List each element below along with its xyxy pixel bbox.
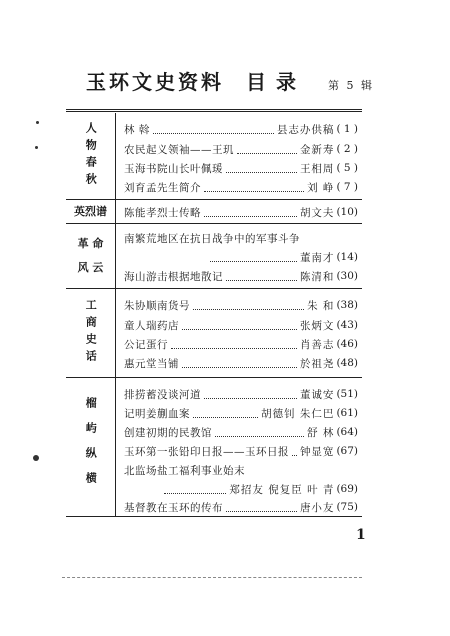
toc-entry[interactable] [124,228,358,248]
toc-entry[interactable] [124,422,358,442]
toc-entry[interactable] [124,139,358,159]
entry-title: 南繁荒地区在抗日战争中的军事斗争 [124,232,300,245]
toc-entry[interactable] [124,334,358,354]
entry-author: 刘 峥 [307,181,335,194]
entry-title: 童人瑞药店 [124,319,179,332]
entry-page: ( 5 ) [336,162,358,174]
dot-leader [193,301,304,310]
section-label-text: 英烈谱 [74,204,107,218]
toc-entry[interactable] [124,202,358,222]
entry-page: (51) [336,388,358,400]
entry-page: (75) [336,501,358,513]
scan-speck [33,455,39,461]
toc-entry[interactable] [124,441,358,461]
entry-title: 基督教在玉环的传布 [124,501,223,514]
scan-speck [36,121,39,124]
entry-title: 北监场盐工福利事业始末 [124,464,245,477]
entry-title: 刘育孟先生简介 [124,181,201,194]
bottom-dashed-line [62,577,362,578]
entry-author: 唐小友 [299,501,335,514]
toc-entry[interactable] [124,497,358,517]
page-title [0,66,450,96]
section-label [66,200,115,223]
toc-entry[interactable] [124,403,358,423]
toc-entry[interactable] [124,177,358,197]
entry-author: 张炳文 [299,319,335,332]
entry-author: 陈清和 [299,270,335,283]
entry-page: (48) [336,357,358,369]
section-martyrs [66,200,362,223]
section-label [66,378,115,516]
entry-author: 郑招友 倪复臣 叶 青 [229,483,335,496]
entry-title: 玉环第一张铅印日报——玉环日报 [124,445,289,458]
toc-entry[interactable] [124,119,358,139]
entry-page: (46) [336,338,358,350]
entry-title: 玉海书院山长叶佩瑗 [124,162,223,175]
entry-title: 惠元堂当铺 [124,357,179,370]
section-label-text: 人物春秋 [84,122,98,190]
contents-heading: 目录 [246,70,306,94]
entry-author: 朱 和 [307,299,335,312]
dot-leader [153,125,274,134]
dot-leader [226,503,297,512]
entry-title: 海山游击根据地散记 [124,270,223,283]
section-label-text: 榴屿纵横 [84,397,98,497]
entry-title: 农民起义领袖——王玑 [124,143,234,156]
entry-author: 董诚安 [299,388,335,401]
entry-author: 王相周 [299,162,335,175]
entry-author: 肖善志 [299,338,335,351]
dot-leader [292,447,297,456]
dot-leader [204,183,304,192]
toc-entry[interactable] [124,266,358,286]
toc-entry-continuation[interactable] [124,479,358,499]
section-biographies [66,113,362,199]
toc-entry[interactable] [124,353,358,373]
toc-entry[interactable] [124,460,358,480]
entry-title: 记明姜蒯血案 [124,407,190,420]
page-number: 1 [356,527,366,543]
entry-page: (64) [336,426,358,438]
toc-entry[interactable] [124,295,358,315]
entry-page: (38) [336,299,358,311]
dot-leader [210,253,297,262]
dot-leader [215,428,304,437]
entry-page: (61) [336,407,358,419]
entry-title: 创建初期的民教馆 [124,426,212,439]
collection-title: 玉环文史资料 [86,70,224,94]
entry-title: 陈能孝烈士传略 [124,206,201,219]
entry-page: (43) [336,319,358,331]
entry-page: (10) [336,206,358,218]
section-label-text: 革 命 [77,236,104,250]
top-rule [66,109,362,112]
entry-page: (14) [336,251,358,263]
entry-title: 公记蛋行 [124,338,168,351]
entry-title: 朱协顺南货号 [124,299,190,312]
entry-author: 县志办供稿 [276,123,335,136]
entry-author: 胡德钊 朱仁巴 [261,407,335,420]
entry-page: (30) [336,270,358,282]
entry-title: 林 斡 [124,123,150,136]
toc-entry[interactable] [124,315,358,335]
dot-leader [204,208,297,217]
entry-page: ( 1 ) [336,123,358,135]
section-label [66,113,115,199]
entry-author: 董南才 [299,251,335,264]
entry-author: 胡文夫 [299,206,335,219]
entry-page: ( 2 ) [336,143,358,155]
section-label-text: 工商史话 [84,299,98,367]
dot-leader [204,390,297,399]
section-commerce [66,289,362,377]
dot-leader [226,164,297,173]
toc-entry[interactable] [124,384,358,404]
entry-author: 金新寿 [299,143,335,156]
issue-number: 第 5 辑 [328,79,374,92]
dot-leader [193,409,258,418]
entry-author: 於祖尧 [299,357,335,370]
dot-leader [171,340,297,349]
entry-author: 舒 林 [307,426,335,439]
section-label [66,289,115,377]
dot-leader [226,272,297,281]
dot-leader [182,359,297,368]
entry-page: ( 7 ) [336,181,358,193]
toc-entry-continuation[interactable] [124,247,358,267]
dot-leader [164,485,226,494]
section-local-affairs [66,378,362,516]
dot-leader [237,145,297,154]
toc-entry[interactable] [124,158,358,178]
section-label [66,224,115,288]
entry-page: (69) [336,483,358,495]
section-revolution [66,224,362,288]
scan-speck [35,146,38,149]
section-label-text: 风 云 [77,261,104,274]
entry-title: 排捞蓄没谈河道 [124,388,201,401]
dot-leader [182,321,297,330]
entry-page: (67) [336,445,358,457]
entry-author: 钟显宽 [299,445,335,458]
